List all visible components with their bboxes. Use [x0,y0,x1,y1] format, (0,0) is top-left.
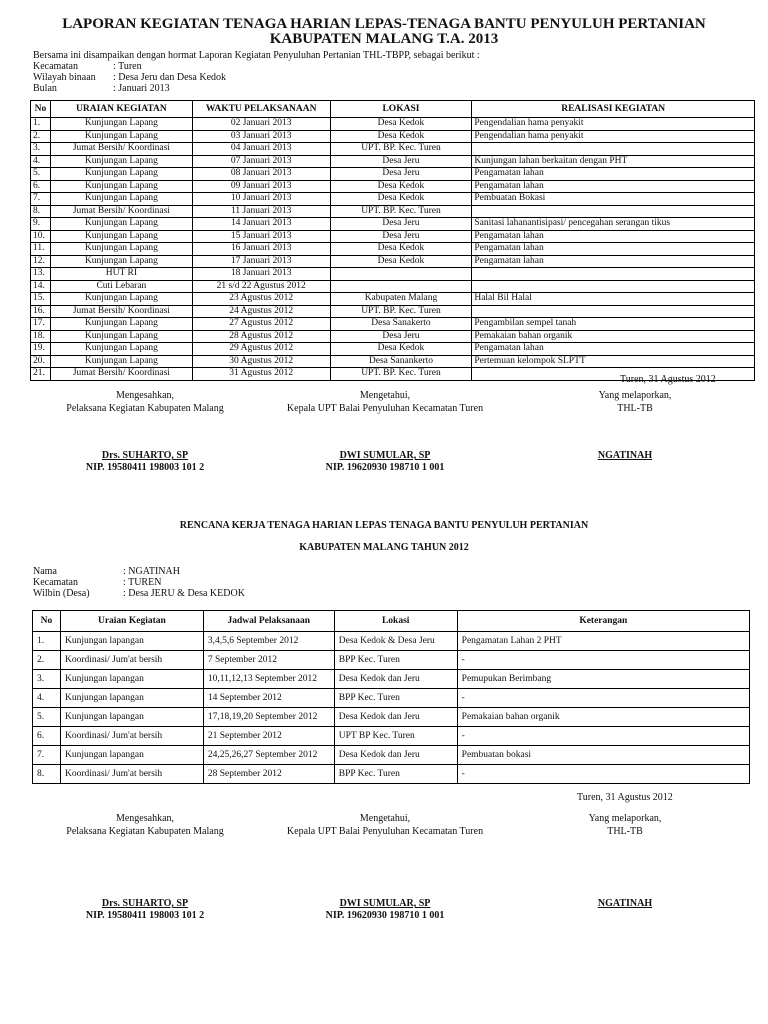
table-row [31,143,755,156]
table-cell: Kunjungan lapangan [60,708,203,727]
table-cell: 14. [31,280,51,293]
plan-info-nama [33,566,180,577]
table-cell: 09 Januari 2013 [192,180,330,193]
table-cell: 10 Januari 2013 [192,193,330,206]
table-row [31,355,755,368]
table-cell: Jumat Bersih/ Koordinasi [50,143,192,156]
table-cell: 21 s/d 22 Agustus 2012 [192,280,330,293]
table-cell: 3,4,5,6 September 2012 [203,632,334,651]
signer-name: Drs. SUHARTO, SP [101,450,189,461]
table-cell: Kunjungan lapangan [60,670,203,689]
signer-nip: NIP. 19620930 198710 1 001 [325,462,445,473]
table-cell: Pemupukan Berimbang [457,670,749,689]
sign-title: Pelaksana Kegiatan Kabupaten Malang [66,826,224,837]
table-cell: 3. [33,670,61,689]
sign-role: Mengesahkan, [115,813,175,824]
table-cell: 31 Agustus 2012 [192,368,330,381]
table-row [31,155,755,168]
table-cell: Kunjungan lapangan [60,689,203,708]
table-cell: 18 Januari 2013 [192,268,330,281]
report-intro: Bersama ini disampaikan dengan hormat Laporan Kegiatan Penyuluhan Pertanian THL-TBPP, sebagai berikut : [33,50,480,61]
info-value: : Januari 2013 [113,83,170,94]
col-header: WAKTU PELAKSANAAN [192,101,330,118]
table-cell: 12. [31,255,51,268]
plan-info-wilbin [33,588,245,599]
table-cell: - [457,765,749,784]
table-cell: Kunjungan Lapang [50,230,192,243]
col-header: Jadwal Pelaksanaan [203,611,334,632]
plan-table [32,610,750,784]
table-row [33,632,750,651]
report-info-wilayah [33,72,226,83]
col-header: LOKASI [330,101,472,118]
report-table-header [31,101,755,118]
sign-role: Mengetahui, [359,390,411,401]
col-header: Uraian Kegiatan [60,611,203,632]
table-cell: UPT. BP. Kec. Turen [330,305,472,318]
table-cell: Cuti Lebaran [50,280,192,293]
table-cell: Pembuatan Bokasi [472,193,755,206]
table-cell: 6. [33,727,61,746]
signer-nip: NIP. 19580411 198003 101 2 [85,462,205,473]
table-cell: 27 Agustus 2012 [192,318,330,331]
table-cell [472,305,755,318]
signer-name: DWI SUMULAR, SP [339,450,431,461]
table-cell: Desa Jeru [330,218,472,231]
table-cell: 11. [31,243,51,256]
table-cell: Kunjungan lapangan [60,746,203,765]
table-cell: Desa Jeru [330,155,472,168]
table-row [31,343,755,356]
table-cell: 8. [33,765,61,784]
table-cell: 2. [33,651,61,670]
table-cell: - [457,727,749,746]
table-cell [330,268,472,281]
table-cell: 18. [31,330,51,343]
signer-nip: NIP. 19620930 198710 1 001 [325,910,445,921]
table-cell: Desa Kedok [330,255,472,268]
table-cell: Desa Kedok [330,193,472,206]
table-cell: 11 Januari 2013 [192,205,330,218]
table-cell: Pertemuan kelompok SLPTT [472,355,755,368]
table-row [33,765,750,784]
col-header: No [31,101,51,118]
table-cell: Pengambilan sempel tanah [472,318,755,331]
sign-title: Kepala UPT Balai Penyuluhan Kecamatan Turen [286,826,484,837]
table-cell: 28 Agustus 2012 [192,330,330,343]
table-cell: 14 Januari 2013 [192,218,330,231]
plan-subtitle: KABUPATEN MALANG TAHUN 2012 [299,542,469,553]
table-cell: Desa Sanankerto [330,355,472,368]
table-cell: Pengendalian hama penyakit [472,130,755,143]
table-cell: Jumat Bersih/ Koordinasi [50,368,192,381]
table-cell: 15. [31,293,51,306]
table-cell: - [457,689,749,708]
table-cell: Desa Kedok dan Jeru [334,746,457,765]
table-row [33,651,750,670]
table-cell: Koordinasi/ Jum'at bersih [60,765,203,784]
table-cell: Pengendalian hama penyakit [472,118,755,131]
table-cell: 30 Agustus 2012 [192,355,330,368]
table-cell: HUT RI [50,268,192,281]
table-row [31,218,755,231]
table-row [31,193,755,206]
table-cell: Desa Kedok [330,343,472,356]
sign-role: Yang melaporkan, [598,390,672,401]
table-row [33,746,750,765]
table-cell: 7. [33,746,61,765]
table-cell: Kunjungan Lapang [50,330,192,343]
table-row [33,689,750,708]
table-cell: 7 September 2012 [203,651,334,670]
sign-title: THL-TB [617,403,653,414]
report-sign-left [40,389,250,415]
table-cell: Pengamatan lahan [472,243,755,256]
table-cell: Pengamatan lahan [472,255,755,268]
table-cell: Kunjungan Lapang [50,243,192,256]
table-cell: 8. [31,205,51,218]
table-cell: 17. [31,318,51,331]
plan-date-place: Turen, 31 Agustus 2012 [577,792,673,803]
table-cell: 20. [31,355,51,368]
table-cell: 23 Agustus 2012 [192,293,330,306]
table-cell: Kunjungan Lapang [50,255,192,268]
table-row [31,130,755,143]
table-cell: 17,18,19,20 September 2012 [203,708,334,727]
col-header: REALISASI KEGIATAN [472,101,755,118]
table-row [31,118,755,131]
table-cell [472,143,755,156]
table-cell: Kunjungan lapangan [60,632,203,651]
sign-role: Yang melaporkan, [588,813,662,824]
table-cell: BPP Kec. Turen [334,651,457,670]
signer-name: NGATINAH [597,450,653,461]
table-cell: 14 September 2012 [203,689,334,708]
table-cell: Pembuatan bokasi [457,746,749,765]
table-cell: Jumat Bersih/ Koordinasi [50,205,192,218]
table-cell: Sanitasi lahanantisipasi/ pencegahan serangan tikus [472,218,755,231]
table-cell: Jumat Bersih/ Koordinasi [50,305,192,318]
report-title: LAPORAN KEGIATAN TENAGA HARIAN LEPAS-TENAGA BANTU PENYULUH PERTANIAN [62,16,706,32]
plan-sign-mid [270,812,500,838]
table-row [31,330,755,343]
plan-sign-right [570,812,680,838]
info-label: Kecamatan [33,577,78,588]
info-label: Kecamatan [33,61,78,72]
table-cell: Kunjungan Lapang [50,168,192,181]
table-cell: Pengamatan Lahan 2 PHT [457,632,749,651]
table-cell: 1. [33,632,61,651]
plan-title: RENCANA KERJA TENAGA HARIAN LEPAS TENAGA BANTU PENYULUH PERTANIAN [179,520,589,531]
table-cell: Kunjungan Lapang [50,355,192,368]
table-cell: Kunjungan Lapang [50,155,192,168]
table-cell: 13. [31,268,51,281]
table-cell: Koordinasi/ Jum'at bersih [60,727,203,746]
table-cell: Kunjungan lahan berkaitan dengan PHT [472,155,755,168]
table-cell: UPT BP Kec. Turen [334,727,457,746]
table-cell: Desa Kedok [330,118,472,131]
col-header: URAIAN KEGIATAN [50,101,192,118]
sign-title: THL-TB [607,826,643,837]
table-cell: UPT. BP. Kec. Turen [330,143,472,156]
table-cell: 15 Januari 2013 [192,230,330,243]
table-cell: Pemakaian bahan organik [472,330,755,343]
table-row [31,293,755,306]
table-row [31,268,755,281]
sign-role: Mengetahui, [359,813,411,824]
report-sign-right [570,389,700,415]
table-cell: 4. [31,155,51,168]
table-cell: Kunjungan Lapang [50,343,192,356]
table-cell: Desa Kedok dan Jeru [334,670,457,689]
table-cell: Pengamatan lahan [472,230,755,243]
table-cell: Kunjungan Lapang [50,218,192,231]
info-label: Nama [33,566,57,577]
table-cell: UPT. BP. Kec. Turen [330,368,472,381]
table-cell: Desa Sanakerto [330,318,472,331]
signer-name: DWI SUMULAR, SP [339,898,431,909]
report-signer-mid [280,450,490,474]
table-cell: Kunjungan Lapang [50,193,192,206]
table-cell: 24,25,26,27 September 2012 [203,746,334,765]
table-cell: 16. [31,305,51,318]
table-cell: 5. [33,708,61,727]
table-cell: - [457,651,749,670]
table-cell: Pengamatan lahan [472,180,755,193]
col-header: Keterangan [457,611,749,632]
table-cell: BPP Kec. Turen [334,765,457,784]
table-cell: Desa Kedok & Desa Jeru [334,632,457,651]
table-row [31,205,755,218]
table-cell: Desa Kedok dan Jeru [334,708,457,727]
plan-sign-left [40,812,250,838]
table-cell: 19. [31,343,51,356]
col-header: Lokasi [334,611,457,632]
table-cell: Desa Jeru [330,330,472,343]
report-table [30,100,755,381]
info-label: Wilbin (Desa) [33,588,90,599]
table-row [31,318,755,331]
table-cell: Halal Bil Halal [472,293,755,306]
table-cell: 9. [31,218,51,231]
table-row [31,168,755,181]
info-value: : Desa JERU & Desa KEDOK [123,588,245,599]
sign-title: Kepala UPT Balai Penyuluhan Kecamatan Turen [286,403,484,414]
report-sign-mid [270,389,500,415]
table-cell: 17 Januari 2013 [192,255,330,268]
table-cell: Desa Jeru [330,168,472,181]
table-cell: Koordinasi/ Jum'at bersih [60,651,203,670]
table-row [33,727,750,746]
table-cell: Desa Kedok [330,180,472,193]
table-cell: 7. [31,193,51,206]
table-cell: Desa Kedok [330,243,472,256]
table-cell [472,280,755,293]
plan-signer-left [40,898,250,922]
table-cell: Pengamatan lahan [472,168,755,181]
table-cell: 21. [31,368,51,381]
report-info-kecamatan [33,61,142,72]
table-cell: BPP Kec. Turen [334,689,457,708]
table-cell: 16 Januari 2013 [192,243,330,256]
table-cell: UPT. BP. Kec. Turen [330,205,472,218]
sign-title: Pelaksana Kegiatan Kabupaten Malang [66,403,224,414]
plan-signer-right [570,898,680,910]
table-cell: Pengamatan lahan [472,343,755,356]
signer-nip: NIP. 19580411 198003 101 2 [85,910,205,921]
table-cell: 29 Agustus 2012 [192,343,330,356]
report-date-place: Turen, 31 Agustus 2012 [620,374,716,385]
table-cell: 21 September 2012 [203,727,334,746]
report-info-bulan [33,83,170,94]
plan-table-header [33,611,750,632]
table-cell: 5. [31,168,51,181]
plan-info-kecamatan [33,577,161,588]
table-cell: 2. [31,130,51,143]
table-row [31,243,755,256]
table-row [33,708,750,727]
table-cell: 6. [31,180,51,193]
table-cell: 02 Januari 2013 [192,118,330,131]
table-cell: Desa Kedok [330,130,472,143]
table-cell [472,205,755,218]
report-signer-left [40,450,250,474]
signer-name: NGATINAH [597,898,653,909]
info-label: Wilayah binaan [33,72,96,83]
plan-signer-mid [280,898,490,922]
table-row [31,280,755,293]
col-header: No [33,611,61,632]
table-cell: Kabupaten Malang [330,293,472,306]
table-cell: 03 Januari 2013 [192,130,330,143]
table-cell: Desa Jeru [330,230,472,243]
table-cell [330,280,472,293]
table-row [33,670,750,689]
table-cell: Kunjungan Lapang [50,118,192,131]
table-row [31,180,755,193]
table-cell: Pemakaian bahan organik [457,708,749,727]
info-value: : Turen [113,61,142,72]
table-cell: 28 September 2012 [203,765,334,784]
table-row [31,230,755,243]
table-cell: 04 Januari 2013 [192,143,330,156]
table-cell [472,268,755,281]
table-cell: 3. [31,143,51,156]
table-cell: Kunjungan Lapang [50,180,192,193]
report-signer-right [570,450,680,462]
info-label: Bulan [33,83,57,94]
table-cell: 1. [31,118,51,131]
table-row [31,255,755,268]
table-cell: 24 Agustus 2012 [192,305,330,318]
table-row [31,305,755,318]
table-cell: 4. [33,689,61,708]
info-value: : NGATINAH [123,566,180,577]
table-cell: Kunjungan Lapang [50,318,192,331]
info-value: : Desa Jeru dan Desa Kedok [113,72,227,83]
signer-name: Drs. SUHARTO, SP [101,898,189,909]
table-cell: 08 Januari 2013 [192,168,330,181]
table-cell: 10. [31,230,51,243]
report-subtitle: KABUPATEN MALANG T.A. 2013 [269,31,499,47]
table-cell: 07 Januari 2013 [192,155,330,168]
info-value: : TUREN [123,577,162,588]
sign-role: Mengesahkan, [115,390,175,401]
table-cell: Kunjungan Lapang [50,293,192,306]
table-cell: Kunjungan Lapang [50,130,192,143]
table-cell: 10,11,12,13 September 2012 [203,670,334,689]
